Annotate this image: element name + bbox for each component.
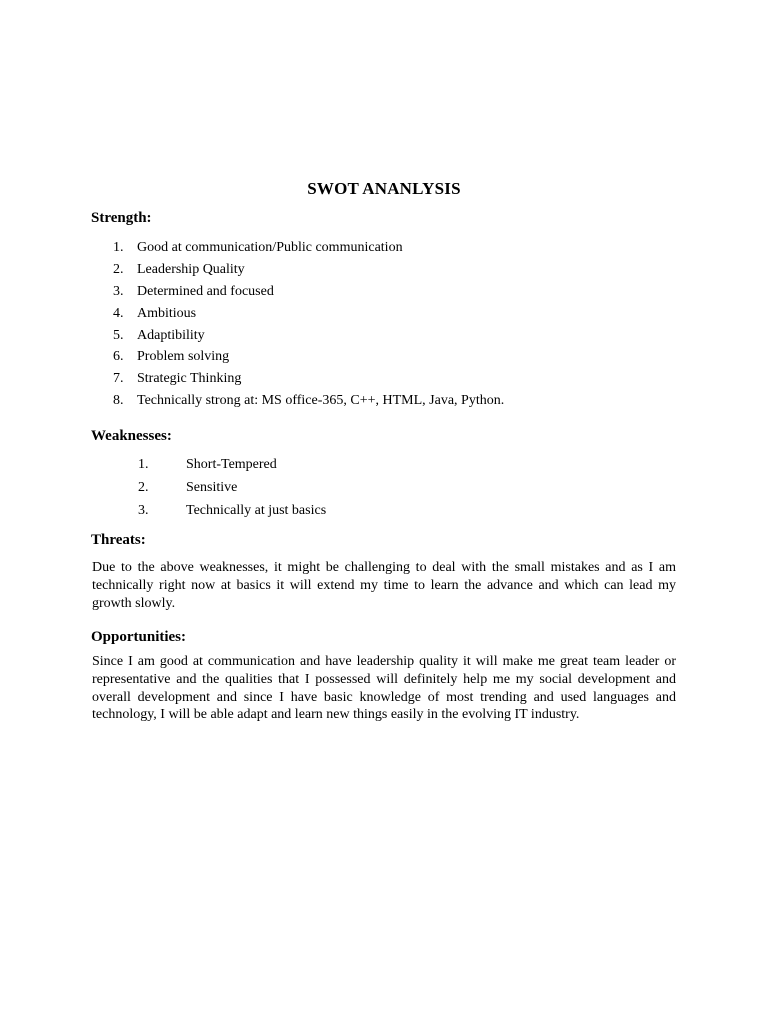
list-item [113, 261, 504, 283]
list-item [113, 392, 504, 414]
list-item [113, 327, 504, 349]
list-item-text: Technically at just basics [186, 503, 327, 518]
opportunities-paragraph: Since I am good at communication and have leadership quality it will make me great team leader or representative and the qualities that I possessed will definitely help me my social development and overall development and since I have basic knowledge of most trending and used languages and technology, I will be able adapt and learn new things easily in the evolving IT industry. [92, 654, 676, 723]
list-item-text: Determined and focused [137, 283, 274, 299]
list-item-text: Technically strong at: MS office-365, C++, HTML, Java, Python. [137, 393, 505, 409]
list-item [138, 479, 326, 502]
list-item [113, 348, 504, 370]
list-item-text: Ambitious [137, 305, 197, 321]
list-item [113, 370, 504, 392]
list-item [113, 305, 504, 327]
list-item-number: 2. [113, 261, 124, 277]
list-item-text: Strategic Thinking [137, 371, 242, 387]
list-item-number: 3. [113, 283, 124, 299]
strength-heading: Strength: [91, 210, 152, 226]
list-item-number: 5. [113, 327, 124, 343]
weaknesses-list [138, 456, 326, 525]
list-item-number: 8. [113, 393, 124, 409]
opportunities-heading: Opportunities: [91, 629, 187, 645]
list-item-number: 3. [138, 503, 149, 518]
list-item-number: 1. [113, 240, 124, 255]
page-title: SWOT ANANLYSIS [307, 179, 461, 198]
list-item-text: Short-Tempered [186, 457, 277, 472]
list-item-text: Leadership Quality [137, 261, 245, 277]
list-item-text: Sensitive [186, 480, 238, 495]
weaknesses-heading: Weaknesses: [91, 428, 172, 444]
list-item-number: 7. [113, 371, 124, 387]
list-item-number: 4. [113, 305, 124, 321]
list-item-number: 2. [138, 480, 149, 495]
list-item-text: Adaptibility [137, 327, 205, 343]
list-item-text: Problem solving [137, 349, 230, 365]
strength-list [113, 239, 504, 414]
list-item [138, 502, 326, 525]
list-item [138, 456, 326, 479]
threats-heading: Threats: [91, 532, 146, 548]
threats-paragraph: Due to the above weaknesses, it might be challenging to deal with the small mistakes and as I am technically right now at basics it will extend my time to learn the advance and which can lead my growth slowly. [92, 560, 676, 611]
list-item-text: Good at communication/Public communication [137, 240, 403, 255]
list-item-number: 6. [113, 349, 124, 365]
list-item [113, 239, 504, 261]
list-item [113, 283, 504, 305]
list-item-number: 1. [138, 457, 149, 472]
